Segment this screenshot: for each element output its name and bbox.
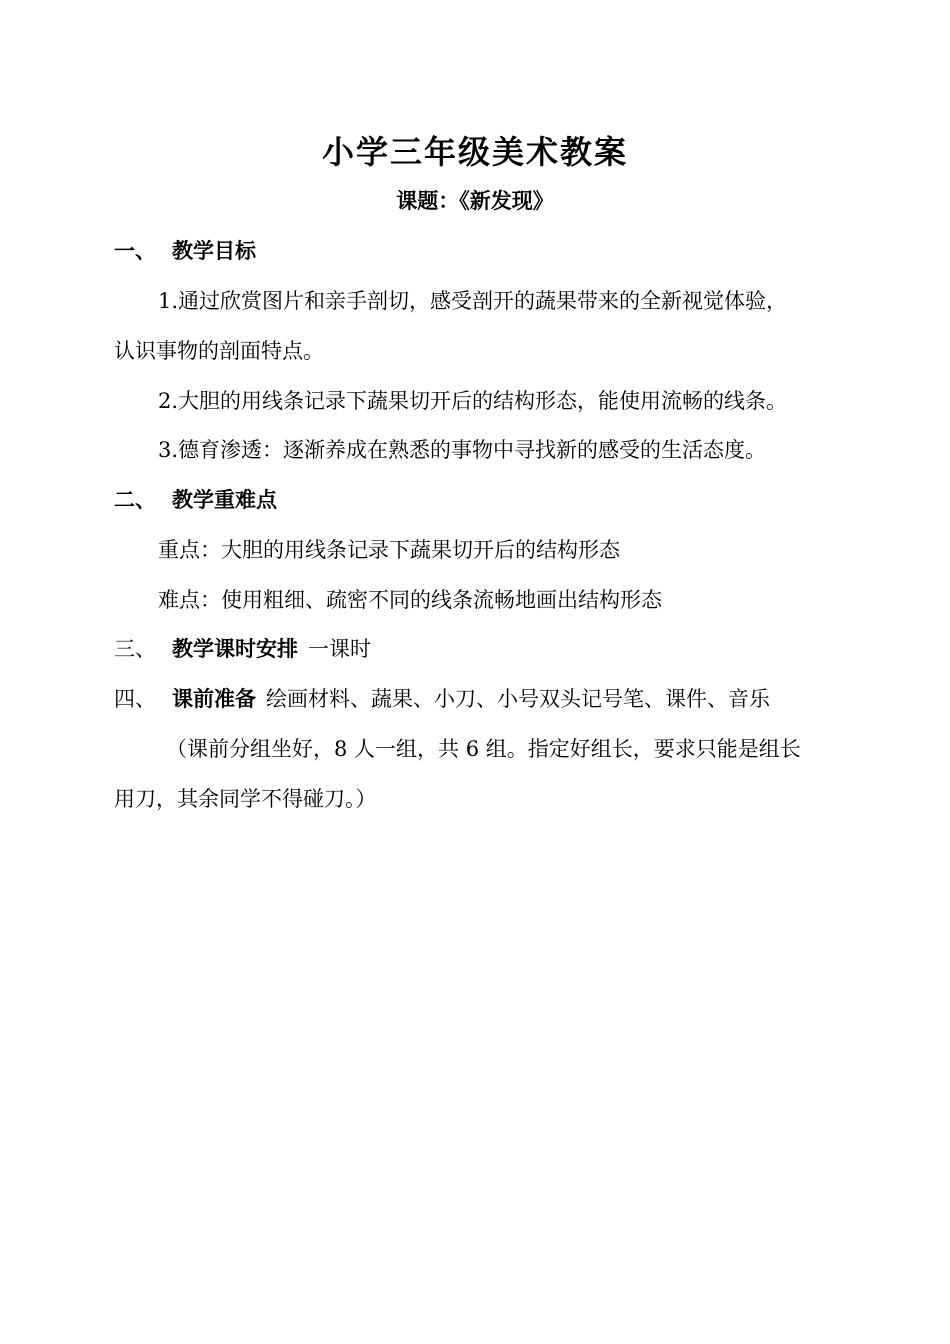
document-title: 小学三年级美术教案 — [321, 133, 628, 171]
section-number: 三、 — [114, 637, 156, 661]
section-heading-schedule — [114, 634, 371, 664]
section-title: 教学目标 — [172, 238, 256, 263]
section-title: 教学课时安排 — [172, 636, 298, 661]
paragraph-line: （课前分组坐好，8 人一组，共 6 组。指定好组长，要求只能是组长 — [166, 737, 801, 761]
section-number: 四、 — [114, 687, 156, 711]
paragraph-line: 3.德育渗透：逐渐养成在熟悉的事物中寻找新的感受的生活态度。 — [158, 438, 767, 462]
section-title: 教学重难点 — [172, 487, 277, 512]
paragraph-line: 1.通过欣赏图片和亲手剖切，感受剖开的蔬果带来的全新视觉体验， — [158, 289, 788, 313]
paragraph-line: 2.大胆的用线条记录下蔬果切开后的结构形态，能使用流畅的线条。 — [158, 389, 788, 413]
section-number: 一、 — [114, 238, 156, 263]
section-title: 课前准备 — [172, 686, 256, 711]
paragraph-line: 重点：大胆的用线条记录下蔬果切开后的结构形态 — [158, 538, 620, 562]
section-heading-objectives — [114, 236, 256, 266]
section-heading-preparation — [114, 684, 770, 714]
section-detail: 绘画材料、蔬果、小刀、小号双头记号笔、课件、音乐 — [266, 687, 770, 711]
document-subtitle: 课题：《新发现》 — [396, 188, 554, 213]
section-heading-key-points — [114, 485, 277, 515]
section-number: 二、 — [114, 487, 156, 512]
paragraph-line: 认识事物的剖面特点。 — [114, 339, 324, 363]
paragraph-line: 用刀，其余同学不得碰刀。） — [114, 787, 377, 811]
section-detail: 一课时 — [308, 637, 371, 661]
paragraph-line: 难点：使用粗细、疏密不同的线条流畅地画出结构形态 — [158, 588, 662, 612]
